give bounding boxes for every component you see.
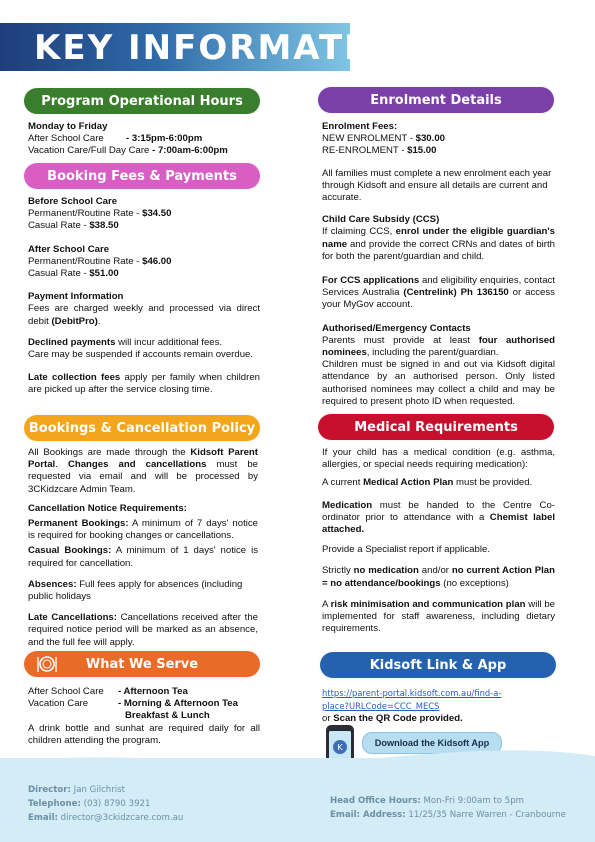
enrol-section [322, 121, 555, 408]
serve-section [28, 686, 260, 747]
bookings-p1-a: All Bookings are made through the [28, 447, 191, 458]
medical-p5-e: (no exceptions) [440, 577, 509, 589]
bookings-late-bold: Late Cancellations: [28, 612, 117, 624]
fees-bsc-perm-value: $34.50 [142, 208, 172, 220]
bookings-cas-text: A minimum of 1 days' notice is required for cancellation. [28, 545, 258, 569]
bookings-abs-text: Full fees apply for absences (including public holidays [28, 578, 243, 603]
hours-asc-time: - 3:15pm-6:00pm [126, 133, 203, 145]
bookings-perm-text: A minimum of 7 days' notice is required for booking changes or cancellations. [28, 518, 259, 542]
enrol-auth-title: Authorised/Emergency Contacts [322, 322, 471, 334]
section-heading-medical: Medical Requirements [318, 414, 554, 440]
fees-late-bold: Late collection fees [28, 372, 121, 384]
enrol-re-label: RE-ENROLMENT - [322, 145, 408, 157]
kidsoft-section [322, 687, 555, 726]
enrol-p1: All families must complete a new enrolment each year through Kidsoft and ensure all details are current and accurate. [322, 167, 552, 204]
fees-bsc-cas-label: Casual Rate - [28, 220, 90, 232]
bookings-p1-d: Changes and cancellations [67, 459, 207, 471]
enrol-auth-a: Parents must provide at least [322, 334, 479, 346]
section-heading-hours: Program Operational Hours [24, 88, 260, 114]
bookings-perm-bold: Permanent Bookings: [28, 518, 129, 530]
serve-asc-label: After School Care [28, 686, 104, 697]
fees-pay-bold: (DebitPro) [51, 315, 98, 327]
serve-vac-label: Vacation Care [28, 698, 89, 710]
fees-pay-text: Fees are charged weekly and processed via direct debit [28, 303, 260, 327]
medical-p6-a: A [322, 598, 331, 610]
kidsoft-or-b: Scan the QR Code provided. [333, 713, 463, 725]
bookings-p1-b: Kidsoft Parent Portal [28, 447, 258, 471]
page-title: KEY INFORMATION [34, 28, 421, 68]
footer-telephone: Telephone: (03) 8790 3921 [28, 799, 151, 809]
enrol-apps-a: For CCS applications [322, 275, 420, 287]
serve-asc-value: - Afternoon Tea [118, 686, 188, 697]
bookings-late-text: Cancellations received after the required notice period will be marked as an absence, and the full fee will apply. [28, 612, 258, 648]
fees-section: Before School Care Permanent/Routine Rate - $34.50 Casual Rate - $38.50 After School Care Permanent/Routine Rate - $46.00 Casual Rate - $51.00 Payment Information Fees are charged weekly and processed via direct debit (DebitPro). Declined payments will incur additional fees. Care may be suspended if accounts remain overdue. Late collection fees apply per family when children are picked up after the service closing time. [28, 196, 260, 396]
medical-p2-b: Medical Action Plan [363, 477, 454, 489]
fees-asc-title: After School Care [28, 243, 110, 255]
section-heading-enrol: Enrolment Details [318, 87, 554, 113]
enrol-ccs-c: and provide the correct CRNs and dates of birth for both the parent/guardian and child. [322, 238, 555, 262]
fees-late-text: apply per family when children are picked up after the service closing time. [28, 372, 260, 396]
kidsoft-portal-link[interactable]: https://parent-portal.kidsoft.com.au/find-a- [322, 688, 502, 698]
hours-vac-time: - 7:00am-6:00pm [152, 145, 228, 157]
enrol-new-label: NEW ENROLMENT - [322, 133, 416, 145]
medical-p3-a: Medication [322, 499, 373, 511]
serve-vac-value: - Morning & Afternoon Tea [118, 698, 238, 710]
section-heading-serve: What We Serve [24, 651, 260, 677]
hours-asc-label: After School Care [28, 133, 104, 145]
medical-p5-b: no medication [353, 565, 419, 577]
serve-note: A drink bottle and sunhat are required daily for all children attending the program. [28, 722, 260, 746]
fees-bsc-perm-label: Permanent/Routine Rate - [28, 208, 143, 220]
hours-section [28, 121, 268, 158]
kidsoft-or-a: or [322, 713, 334, 725]
enrol-new-value: $30.00 [415, 133, 445, 145]
medical-p6-b: risk minimisation and communication plan [330, 598, 526, 610]
enrol-fees-title: Enrolment Fees: [322, 121, 398, 132]
fees-asc-cas-label: Casual Rate - [28, 268, 90, 280]
food-plate-icon [36, 653, 58, 675]
medical-p5-a: Strictly [322, 565, 354, 577]
enrol-apps-d: or access your MyGov account. [322, 287, 555, 311]
medical-p6-c: will be implemented for staff awareness, including dietary requirements. [322, 598, 555, 635]
medical-p2-a: A current [322, 477, 364, 489]
section-heading-bookings: Bookings & Cancellation Policy [24, 415, 260, 441]
medical-p5-c: and/or [418, 565, 452, 577]
enrol-ccs-a: If claiming CCS, [322, 226, 396, 238]
hours-vac-label: Vacation Care/Full Day Care [28, 145, 150, 157]
fees-asc-perm-label: Permanent/Routine Rate - [28, 255, 143, 267]
medical-p3-b: must be handed to the Centre Co-ordinator prior to attendance with a [322, 499, 555, 523]
fees-pay-title: Payment Information [28, 291, 124, 303]
fees-declined-text: will incur additional fees. [115, 336, 223, 348]
hours-days: Monday to Friday [28, 121, 108, 132]
enrol-apps-c: (Centrelink) Ph 136150 [403, 287, 509, 299]
bookings-p1-e: must be requested via email and will be processed by 3CKidzcare Admin Team. [28, 459, 258, 495]
bookings-section [28, 447, 258, 649]
download-app-button[interactable]: Download the Kidsoft App [362, 732, 502, 754]
section-heading-kidsoft: Kidsoft Link & App [320, 652, 556, 678]
bookings-abs-bold: Absences: [28, 578, 77, 590]
fees-asc-perm-value: $46.00 [142, 255, 172, 267]
footer-address: Email: Address: 11/25/35 Narre Warren - Cranbourne [330, 810, 566, 820]
medical-p1: If your child has a medical condition (e.g. asthma, allergies, or special needs requiring medication): [322, 447, 555, 471]
bookings-cas-bold: Casual Bookings: [28, 545, 112, 557]
serve-vac-value-2: Breakfast & Lunch [125, 710, 210, 722]
bookings-p1-c: . [55, 459, 68, 471]
fees-bsc-title: Before School Care [28, 196, 118, 207]
enrol-apps-b: and eligibility enquiries, contact Services Australia [322, 275, 555, 299]
bookings-notice-title: Cancellation Notice Requirements: [28, 502, 187, 514]
fees-asc-cas-value: $51.00 [89, 268, 119, 280]
footer-director: Director: Jan Gilchrist [28, 785, 126, 795]
footer-email: Email: director@3ckidzcare.com.au [28, 813, 184, 823]
enrol-ccs-title: Child Care Subsidy (CCS) [322, 214, 440, 226]
medical-p4: Provide a Specialist report if applicable. [322, 544, 490, 556]
medical-p3-c: Chemist label attached. [322, 511, 555, 536]
medical-p5-d: no current Action Plan = no attendance/bookings [322, 565, 555, 589]
footer-office-hours: Head Office Hours: Mon-Fri 9:00am to 5pm [330, 796, 525, 806]
kidsoft-portal-link-2[interactable]: place?URLCode=CCC_MECS [322, 701, 440, 712]
enrol-ccs-b: enrol under the eligible guardian's name [322, 226, 555, 250]
enrol-re-value: $15.00 [407, 145, 437, 157]
svg-text:K: K [337, 743, 343, 752]
fees-suspend-text: Care may be suspended if accounts remain overdue. [28, 349, 254, 361]
medical-section [322, 447, 555, 635]
enrol-auth-c: , including the parent/guardian. [366, 347, 499, 359]
enrol-auth-b: four authorised nominees [322, 334, 555, 359]
fees-bsc-cas-value: $38.50 [89, 220, 119, 232]
medical-p2-c: must be provided. [453, 477, 533, 489]
fees-declined-bold: Declined payments [28, 336, 116, 348]
enrol-auth-p2: Children must be signed in and out via Kidsoft digital attendance by an authorised person. Only listed authorised nominees may collect a child and may be required to present photo ID when requested. [322, 359, 555, 407]
section-heading-fees: Booking Fees & Payments [24, 163, 260, 189]
